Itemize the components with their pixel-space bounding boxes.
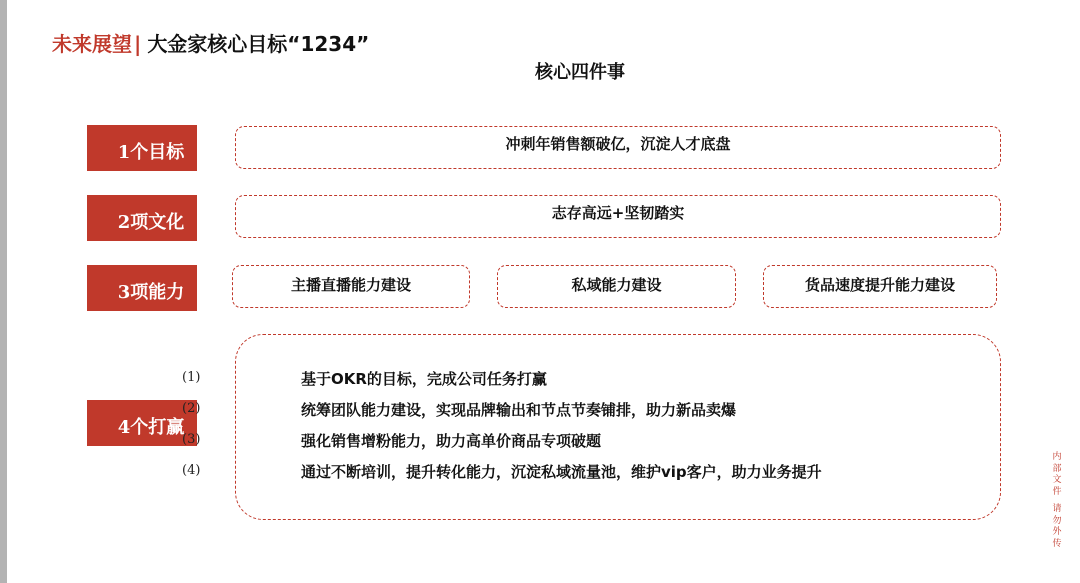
ability-box-3 [763,265,997,308]
tag-culture: 2项文化 [87,195,197,241]
wins-number-4: (4) [182,463,201,478]
section-subtitle: 核心四件事 [535,62,625,83]
culture-text: 志存高远+坚韧踏实 [551,204,685,222]
wins-box [235,334,1001,520]
culture-box [235,195,1001,238]
wins-number-3: (3) [182,432,201,447]
goal-text: 冲刺年销售额破亿，沉淀人才底盘 [505,135,731,153]
note-char: 勿 [1052,515,1062,526]
note-char: 文 [1052,475,1062,485]
tag-abilities: 3项能力 [87,265,197,311]
note-char: 外 [1052,527,1062,537]
ability-text-1: 主播直播能力建设 [290,276,411,294]
header-brand: 未来展望 [52,32,132,56]
wins-item-4: 通过不断培训，提升转化能力，沉淀私域流量池，维护vip客户，助力业务提升 [301,463,822,481]
note-char: 请 [1052,504,1062,514]
ability-text-3: 货品速度提升能力建设 [804,276,955,294]
page-title: 大金家核心目标“1234” [147,32,370,56]
wins-number-1: (1) [182,370,201,385]
note-char: 件 [1052,486,1062,497]
header-separator: | [134,32,142,56]
wins-item-3: 强化销售增粉能力，助力高单价商品专项破题 [301,432,602,450]
wins-item-1: 基于OKR的目标，完成公司任务打赢 [301,370,547,388]
note-char: 部 [1052,463,1062,474]
ability-box-2 [497,265,736,308]
left-edge-bar [0,0,7,583]
goal-box [235,126,1001,169]
wins-item-2: 统筹团队能力建设，实现品牌输出和节点节奏铺排，助力新品卖爆 [301,401,737,419]
ability-text-2: 私域能力建设 [571,276,662,294]
confidential-note [1050,452,1064,550]
note-char: 传 [1052,538,1062,549]
tag-goal: 1个目标 [87,125,197,171]
page-header [52,28,369,54]
tag-wins: 4个打赢 [87,400,197,446]
wins-number-2: (2) [182,401,201,416]
ability-box-1 [232,265,470,308]
note-char: 内 [1052,452,1062,462]
